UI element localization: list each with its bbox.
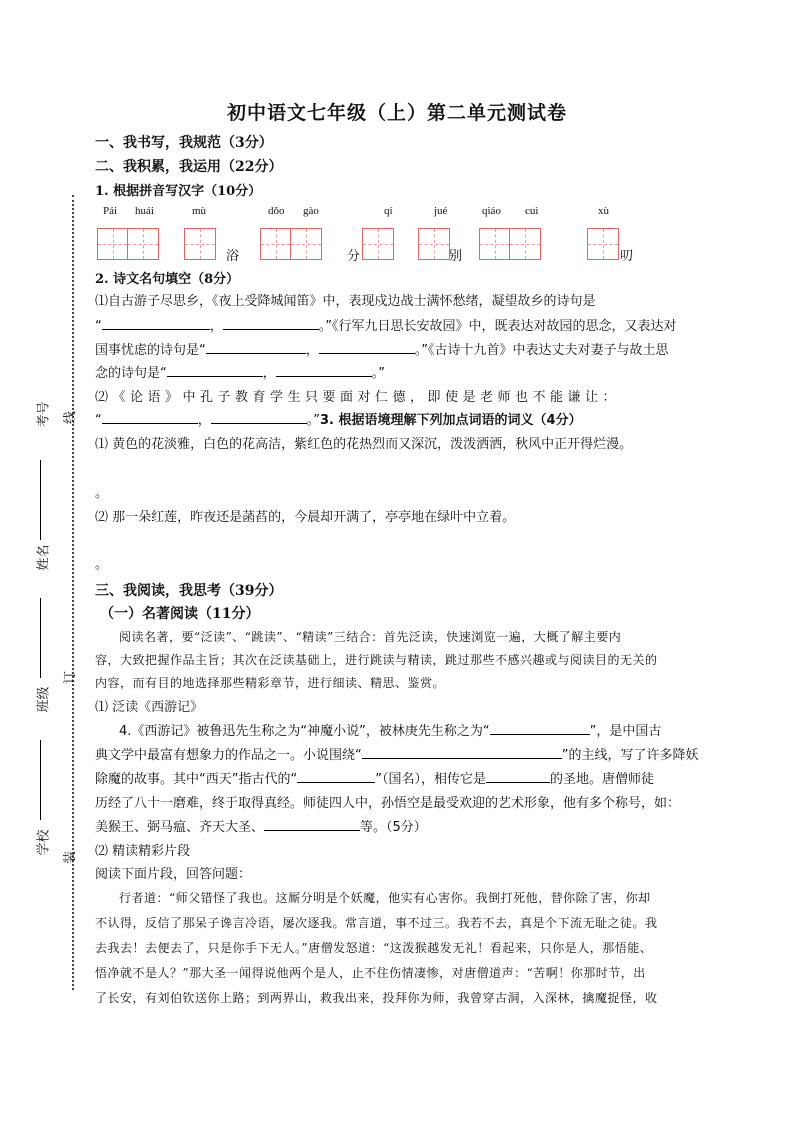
writing-box[interactable]: [184, 228, 216, 260]
xiyou-line-3: 除魔的故事。其中“西天”指古代的“ ”（国名），相传它是 的圣地。唐僧师徒: [95, 768, 735, 792]
reading-intro-1: 阅读名著，要“泛读”、“跳读”、“精读”三结合：首先泛读，快速浏览一遍，大概了解主要内: [119, 630, 622, 644]
pinyin-2: huái: [135, 205, 154, 217]
answer-blank[interactable]: [297, 768, 375, 783]
binding-line: [72, 195, 74, 990]
pinyin-1: Pái: [103, 205, 118, 217]
label-banji: 班级: [36, 686, 52, 713]
writing-box[interactable]: [587, 228, 619, 260]
answer-blank[interactable]: [206, 339, 306, 354]
pinyin-10: xù: [598, 205, 609, 217]
suffix-char: 叨: [620, 249, 634, 264]
answer-blank[interactable]: [276, 362, 372, 377]
writing-box[interactable]: [260, 228, 322, 260]
jingdu-heading: ⑵ 精读精彩片段: [95, 844, 191, 859]
banji-field[interactable]: [40, 740, 41, 820]
poetry-line-4: 念的诗句是“ ， 。”: [95, 362, 735, 386]
xiyou-line-4: 历经了八十一磨难，终于取得真经。师徒四人中，孙悟空是最受欢迎的艺术形象，他有多个称号，如：: [95, 796, 681, 811]
word-item-1: ⑴ 黄色的花淡雅，白色的花高洁，紫红色的花热烈而又深沉，泼泼洒洒，秋风中正开得烂漫。: [95, 437, 633, 452]
excerpt-line-3: 去我去！去便去了，只是你手下无人。”唐僧发怒道：“这泼猴越发无礼！看起来，只你是人，那悟能、: [95, 941, 653, 955]
poetry-line-1: ⑴自古游子尽思乡，《夜上受降城闻笛》中，表现戍边战士满怀愁绪，凝望故乡的诗句是: [95, 294, 596, 309]
xiyou-line-2: 典文学中最富有想象力的作品之一。小说围绕“ ”的主线，写了许多降妖: [95, 744, 735, 768]
xiyou-line-1: 4.《西游记》被鲁迅先生称之为“神魔小说”，被林庚先生称之为“ ”，是中国古: [119, 720, 735, 744]
pinyin-9: cuì: [525, 205, 539, 217]
binding-xian: 线: [63, 410, 79, 425]
pinyin-3: mù: [192, 205, 207, 217]
label-xingming: 姓名: [36, 544, 52, 571]
binding-zhuang: 装: [63, 850, 79, 865]
poetry-line-5: ⑵《论语》中孔子教育学生只要面对仁德，即使是老师也不能谦让：: [95, 390, 621, 405]
poetry-line-2: “ ， 。”《行军九日思长安故园》中，既表达对故园的思念，又表达对: [95, 315, 735, 339]
word-item-2: ⑵ 那一朵红莲，昨夜还是菡萏的，今晨却开满了，亭亭地在绿叶中立着。: [95, 510, 516, 525]
answer-blank[interactable]: [264, 816, 360, 831]
word-item-1-answer[interactable]: 。: [95, 486, 109, 501]
pinyin-4: dǒo: [268, 205, 285, 217]
question-1-heading: 1. 根据拼音写汉字（10分）: [95, 184, 262, 199]
pinyin-6: qí: [384, 205, 393, 217]
word-item-2-answer[interactable]: 。: [95, 557, 109, 572]
pinyin-8: qiáo: [482, 205, 501, 217]
answer-blank[interactable]: [167, 362, 263, 377]
section-3a-heading: （一）名著阅读（11分）: [100, 606, 260, 622]
suffix-char: 分: [347, 249, 361, 264]
section-1-heading: 一、我书写，我规范（3分）: [95, 135, 273, 151]
fandu-heading: ⑴ 泛读《西游记》: [95, 700, 204, 715]
poetry-line-3: 国事忧虑的诗句是“ ， 。”《古诗十九首》中表达丈夫对妻子与故土思: [95, 339, 735, 363]
question-3-heading: 3. 根据语境理解下列加点词语的词义（4分）: [320, 413, 582, 428]
pinyin-5: gào: [303, 205, 319, 217]
xiyou-line-5: 美猴王、弼马瘟、齐天大圣、 等。（5分）: [95, 816, 735, 840]
section-2-heading: 二、我积累，我运用（22分）: [95, 159, 283, 175]
writing-box[interactable]: [418, 228, 450, 260]
writing-box[interactable]: [97, 228, 159, 260]
xingming-field[interactable]: [40, 598, 41, 678]
excerpt-line-5: 了长安，有刘伯钦送你上路；到两界山，救我出来，投拜你为师，我曾穿古洞，入深林，擒魔捉怪，收: [95, 991, 658, 1005]
answer-blank[interactable]: [490, 720, 590, 735]
pinyin-7: jué: [434, 205, 448, 217]
reading-instruction: 阅读下面片段，回答问题：: [95, 867, 252, 882]
answer-blank[interactable]: [102, 315, 210, 330]
poetry-line-6: “ ， 。”3. 根据语境理解下列加点词语的词义（4分）: [95, 409, 735, 433]
binding-ding: 订: [63, 670, 79, 685]
answer-blank[interactable]: [223, 315, 319, 330]
excerpt-line-4: 悟净就不是人？”那大圣一闻得说他两个是人，止不住伤情凄惨，对唐僧道声：“苦啊！你那时节，出: [95, 966, 646, 980]
excerpt-line-2: 不认得，反信了那呆子谗言冷语，屡次逐我。常言道，事不过三。我若不去，真是个下流无耻之徒。我: [95, 916, 658, 930]
page-title: 初中语文七年级（上）第二单元测试卷: [226, 102, 567, 124]
answer-blank[interactable]: [486, 768, 550, 783]
writing-box[interactable]: [362, 228, 394, 260]
answer-blank[interactable]: [362, 744, 562, 759]
reading-intro-3: 内容，而有目的地选择那些精彩章节，进行细读、精思、鉴赏。: [95, 676, 446, 690]
label-xuexiao: 学校: [36, 829, 52, 856]
answer-blank[interactable]: [102, 409, 198, 424]
label-kaohao: 考号: [36, 401, 52, 428]
reading-intro-2: 容，大致把握作品主旨；其次在泛读基础上，进行跳读与精读，跳过那些不感兴趣或与阅读目的无关的: [95, 653, 658, 667]
suffix-char: 浴: [226, 249, 240, 264]
section-3-heading: 三、我阅读，我思考（39分）: [95, 583, 283, 599]
answer-blank[interactable]: [211, 409, 307, 424]
question-2-heading: 2. 诗文名句填空（8分）: [95, 272, 240, 287]
writing-box[interactable]: [479, 228, 541, 260]
kaohao-field[interactable]: [40, 460, 41, 540]
answer-blank[interactable]: [319, 339, 415, 354]
suffix-char: 别: [449, 249, 463, 264]
excerpt-line-1: 行者道：“师父错怪了我也。这厮分明是个妖魔，他实有心害你。我倒打死他，替你除了害，你却: [119, 891, 651, 905]
